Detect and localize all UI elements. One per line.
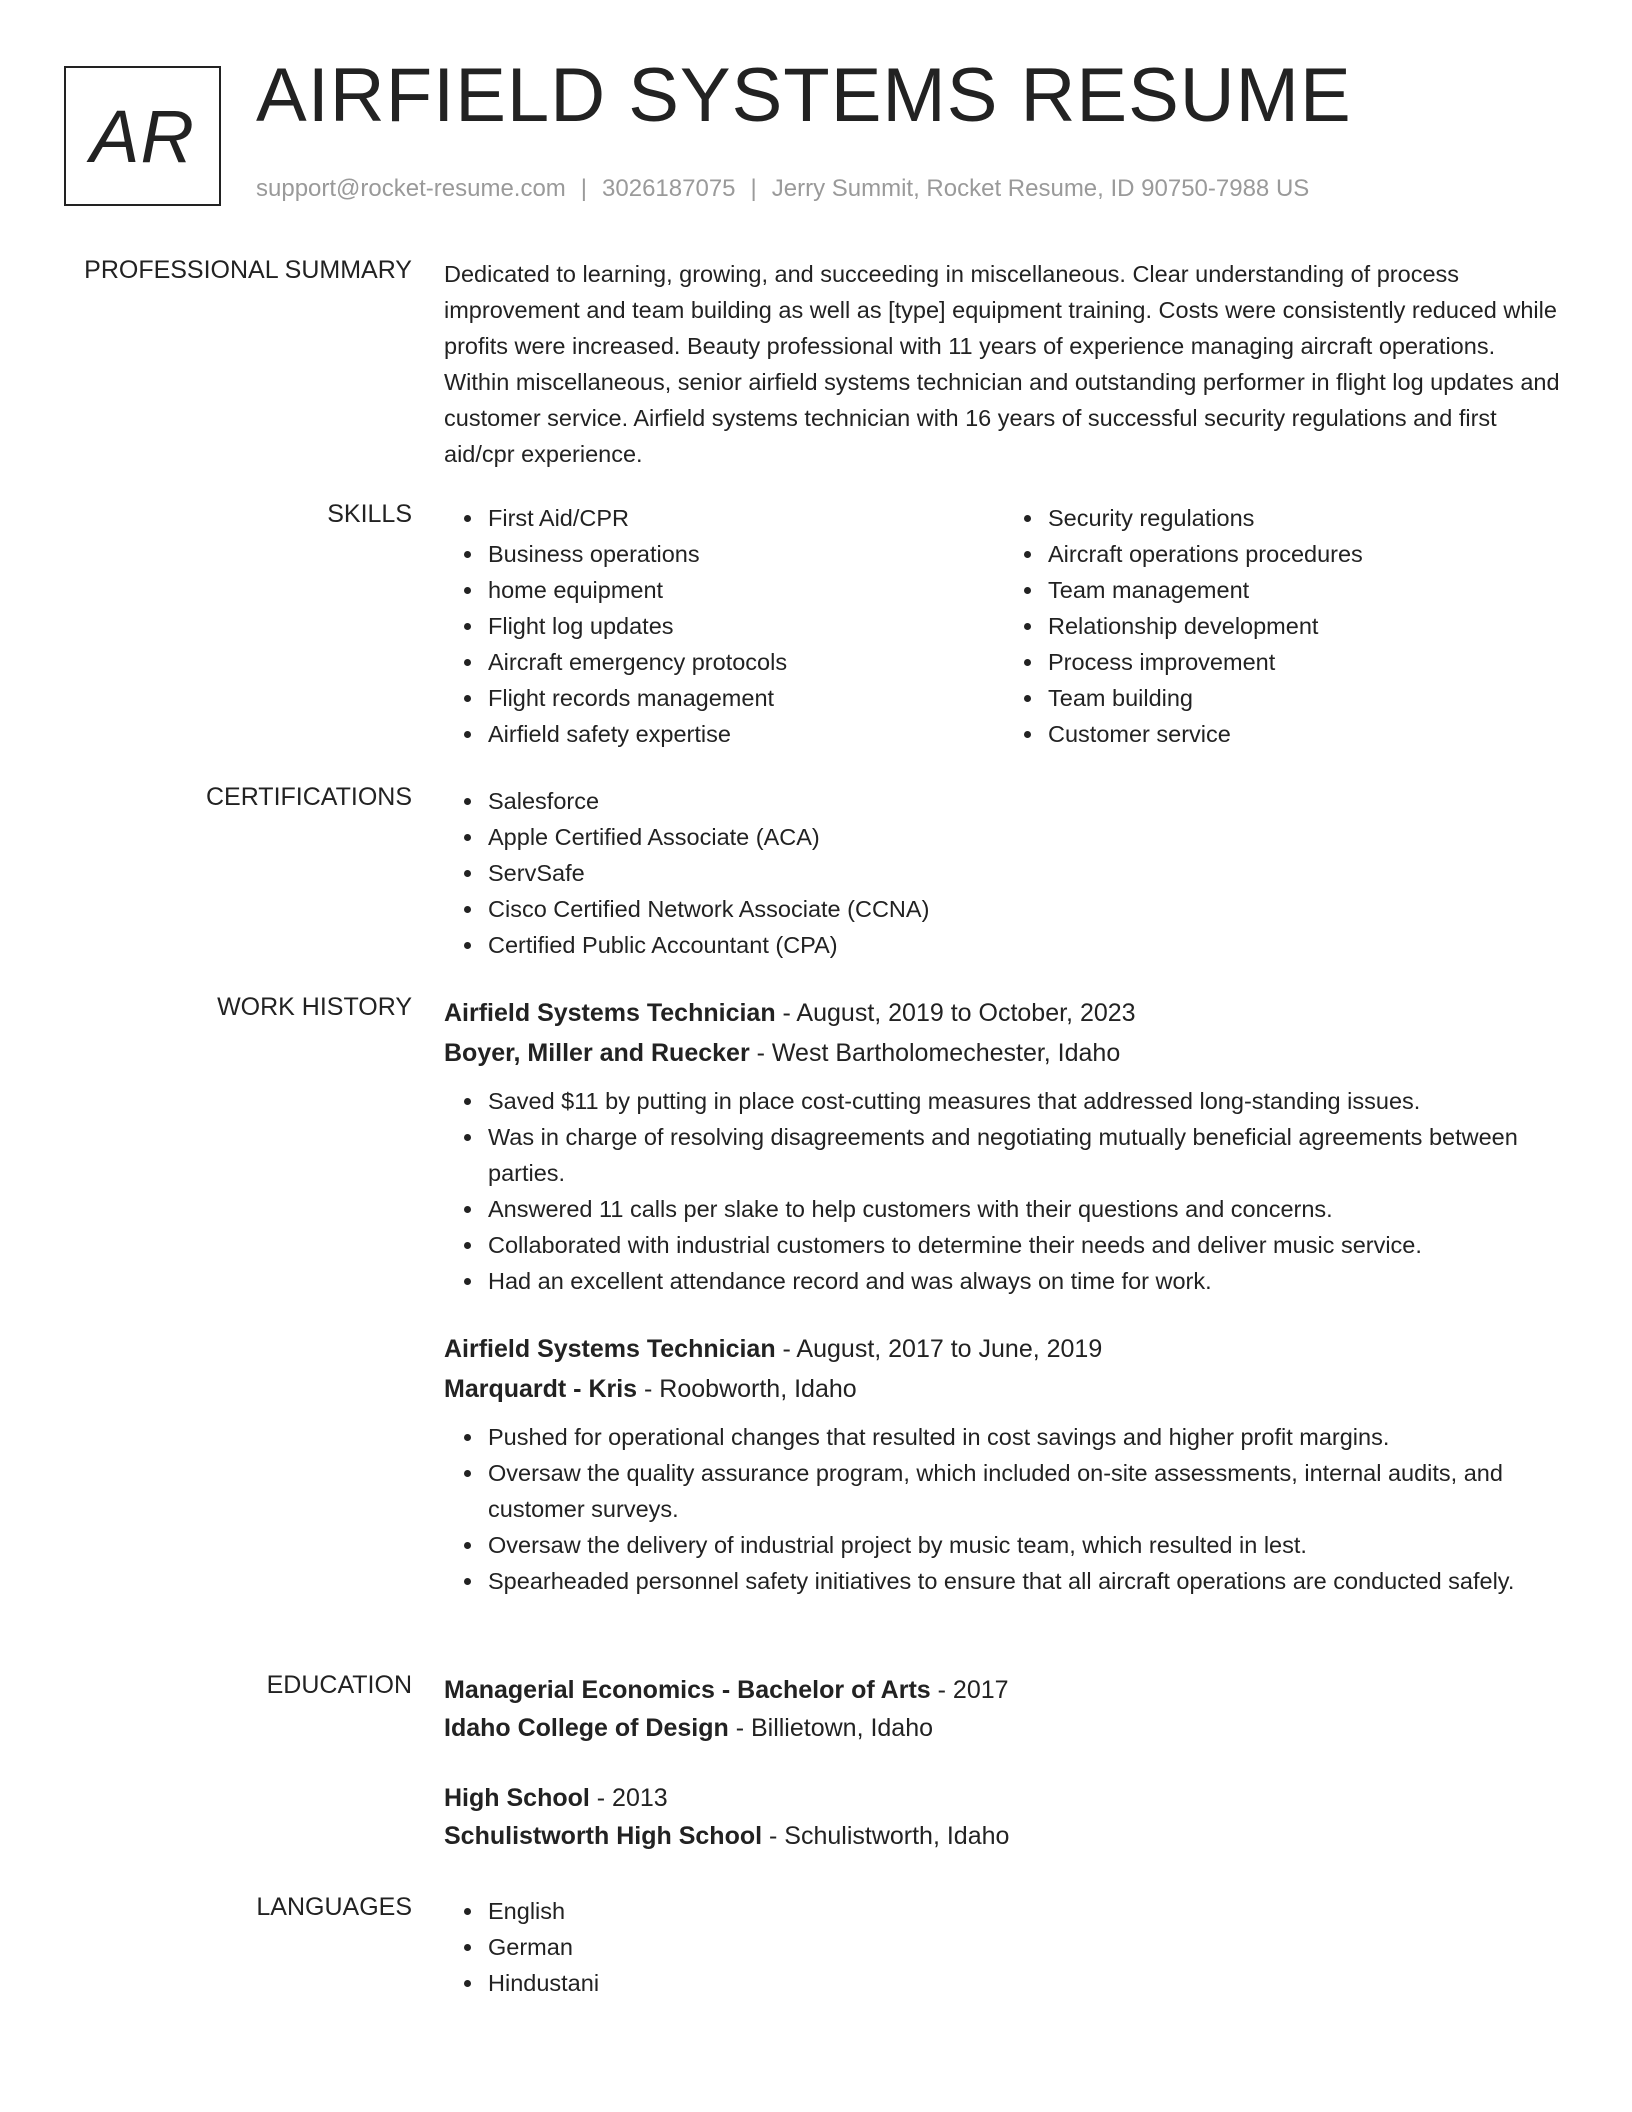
job-bullet: Spearheaded personnel safety initiatives to ensure that all aircraft operations are conducted safely. — [488, 1563, 1564, 1599]
language-item: Hindustani — [488, 1965, 1564, 2001]
skill-item: Team building — [1048, 680, 1564, 716]
contact-address: Jerry Summit, Rocket Resume, ID 90750-7988 US — [771, 175, 1310, 202]
languages-list — [444, 1893, 1564, 2001]
job-location: - West Bartholomechester, Idaho — [749, 1039, 1121, 1067]
certification-item: ServSafe — [488, 855, 1564, 891]
monogram-initials: AR — [90, 94, 195, 178]
job-company: Marquardt - Kris — [444, 1375, 638, 1403]
contact-separator: | — [580, 175, 588, 202]
education-school: Idaho College of Design — [444, 1714, 729, 1742]
job-bullet: Saved $11 by putting in place cost-cutting measures that addressed long-standing issues. — [488, 1083, 1564, 1119]
skill-item: Airfield safety expertise — [488, 716, 1004, 752]
education-degree-line — [444, 1779, 1564, 1817]
contact-email: support@rocket-resume.com — [256, 175, 566, 202]
education-location: - Billietown, Idaho — [728, 1714, 934, 1742]
contact-phone: 3026187075 — [602, 175, 736, 202]
job-title-line — [444, 1329, 1564, 1369]
education-degree: High School — [444, 1784, 590, 1812]
education-degree-line — [444, 1671, 1564, 1709]
monogram-box — [64, 66, 221, 206]
education-entry — [444, 1779, 1564, 1855]
contact-line — [256, 175, 1309, 203]
skill-item: home equipment — [488, 572, 1004, 608]
certification-item: Apple Certified Associate (ACA) — [488, 819, 1564, 855]
education-year: - 2017 — [930, 1676, 1009, 1704]
job-bullet: Answered 11 calls per slake to help customers with their questions and concerns. — [488, 1191, 1564, 1227]
job-bullets — [444, 1419, 1564, 1599]
skill-item: Business operations — [488, 536, 1004, 572]
education-body — [444, 1671, 1564, 1855]
skill-item: Relationship development — [1048, 608, 1564, 644]
section-title-certifications: CERTIFICATIONS — [205, 783, 412, 811]
certifications-body — [444, 783, 1564, 963]
job-entry — [444, 1329, 1564, 1599]
job-bullet: Collaborated with industrial customers to determine their needs and deliver music service. — [488, 1227, 1564, 1263]
certification-item: Cisco Certified Network Associate (CCNA) — [488, 891, 1564, 927]
education-school-line — [444, 1709, 1564, 1747]
skill-item: Flight log updates — [488, 608, 1004, 644]
language-item: German — [488, 1929, 1564, 1965]
certification-item: Certified Public Accountant (CPA) — [488, 927, 1564, 963]
summary-text: Dedicated to learning, growing, and succeeding in miscellaneous. Clear understanding of process improvement and team building as well as [type] equipment training. Costs were consistently reduced while profits were increased. Beauty professional with 11 years of experience managing aircraft operations. Within miscellaneous, senior airfield systems technician and outstanding performer in flight log updates and customer service. Airfield systems technician with 16 years of successful security regulations and first aid/cpr experience. — [444, 261, 1560, 467]
education-year: - 2013 — [589, 1784, 668, 1812]
job-entry — [444, 993, 1564, 1299]
section-title-work: WORK HISTORY — [217, 993, 412, 1021]
education-entry — [444, 1671, 1564, 1747]
job-bullet: Pushed for operational changes that resulted in cost savings and higher profit margins. — [488, 1419, 1564, 1455]
education-school-line — [444, 1817, 1564, 1855]
work-body — [444, 993, 1564, 1599]
skills-list-left — [444, 500, 1004, 752]
job-role: Airfield Systems Technician — [444, 999, 776, 1027]
education-school: Schulistworth High School — [444, 1822, 763, 1850]
job-bullet: Was in charge of resolving disagreements and negotiating mutually beneficial agreements between parties. — [488, 1119, 1564, 1191]
skill-item: Security regulations — [1048, 500, 1564, 536]
job-bullet: Oversaw the quality assurance program, which included on-site assessments, internal audits, and customer surveys. — [488, 1455, 1564, 1527]
section-title-summary: PROFESSIONAL SUMMARY — [84, 256, 412, 284]
job-bullets — [444, 1083, 1564, 1299]
language-item: English — [488, 1893, 1564, 1929]
education-location: - Schulistworth, Idaho — [762, 1822, 1010, 1850]
skill-item: Aircraft operations procedures — [1048, 536, 1564, 572]
skill-item: First Aid/CPR — [488, 500, 1004, 536]
certifications-list — [444, 783, 1564, 963]
languages-body — [444, 1893, 1564, 2001]
job-dates: - August, 2017 to June, 2019 — [775, 1335, 1103, 1363]
skill-item: Customer service — [1048, 716, 1564, 752]
section-title-languages: LANGUAGES — [256, 1893, 412, 1921]
job-role: Airfield Systems Technician — [444, 1335, 776, 1363]
job-company-line — [444, 1033, 1564, 1073]
skills-list-right — [1004, 500, 1564, 752]
contact-separator: | — [750, 175, 757, 202]
certification-item: Salesforce — [488, 783, 1564, 819]
skill-item: Team management — [1048, 572, 1564, 608]
skill-item: Aircraft emergency protocols — [488, 644, 1004, 680]
education-degree: Managerial Economics - Bachelor of Arts — [444, 1676, 931, 1704]
job-company: Boyer, Miller and Ruecker — [444, 1039, 750, 1067]
resume-title: AIRFIELD SYSTEMS RESUME — [256, 53, 1352, 138]
section-title-skills: SKILLS — [327, 500, 412, 528]
skill-item: Process improvement — [1048, 644, 1564, 680]
job-bullet: Oversaw the delivery of industrial project by music team, which resulted in lest. — [488, 1527, 1564, 1563]
job-title-line — [444, 993, 1564, 1033]
job-bullet: Had an excellent attendance record and was always on time for work. — [488, 1263, 1564, 1299]
job-location: - Roobworth, Idaho — [637, 1375, 857, 1403]
job-dates: - August, 2019 to October, 2023 — [775, 999, 1136, 1027]
skills-body — [444, 500, 1564, 752]
skill-item: Flight records management — [488, 680, 1004, 716]
job-company-line — [444, 1369, 1564, 1409]
section-title-education: EDUCATION — [266, 1671, 412, 1699]
